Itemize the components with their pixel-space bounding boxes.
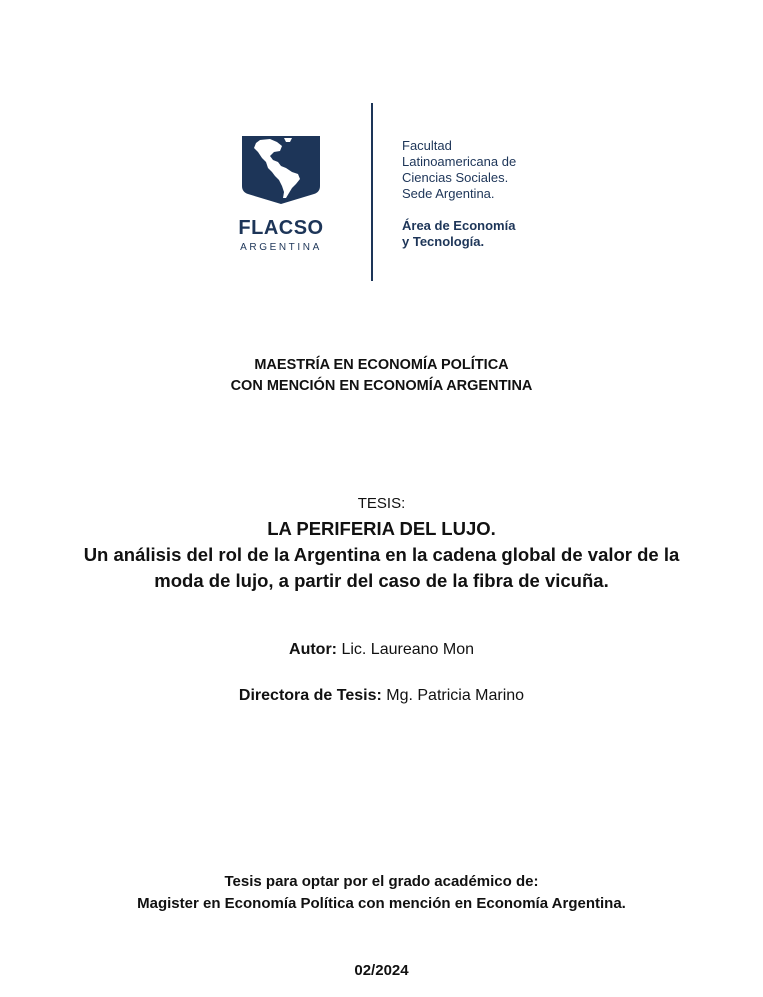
americas-map-shield-icon	[240, 132, 322, 206]
thesis-title-line: moda de lujo, a partir del caso de la fibra de vicuña.	[154, 570, 609, 591]
logo-name: FLACSO	[238, 217, 324, 239]
thesis-title	[0, 516, 763, 594]
area-line: y Tecnología.	[402, 234, 485, 249]
author-name: Lic. Laureano Mon	[341, 641, 474, 658]
flacso-logo	[236, 132, 326, 254]
program-line: CON MENCIÓN EN ECONOMÍA ARGENTINA	[230, 378, 533, 394]
institution-line: Sede Argentina.	[402, 186, 495, 201]
institution-name	[402, 138, 602, 202]
author-label: Autor:	[289, 641, 337, 658]
thesis-title-line: LA PERIFERIA DEL LUJO.	[267, 518, 496, 539]
header-divider	[371, 103, 373, 281]
thesis-title-line: Un análisis del rol de la Argentina en la cadena global de valor de la	[83, 544, 680, 565]
degree-line: Magister en Economía Política con mención en Economía Argentina.	[137, 895, 626, 912]
area-line: Área de Economía	[402, 218, 516, 233]
institution-line: Latinoamericana de	[402, 154, 517, 169]
program-title	[0, 355, 763, 397]
institution-line: Facultad	[402, 138, 452, 153]
thesis-date: 02/2024	[354, 962, 409, 979]
area-name	[402, 218, 602, 250]
logo-country: ARGENTINA	[240, 242, 322, 253]
degree-statement	[0, 871, 763, 915]
institution-line: Ciencias Sociales.	[402, 170, 509, 185]
author-line	[0, 640, 763, 660]
degree-line: Tesis para optar por el grado académico de:	[224, 873, 539, 890]
director-label: Directora de Tesis:	[238, 687, 382, 704]
thesis-label: TESIS:	[357, 495, 406, 512]
director-line	[0, 686, 763, 706]
director-name: Mg. Patricia Marino	[386, 687, 525, 704]
program-line: MAESTRÍA EN ECONOMÍA POLÍTICA	[254, 357, 509, 373]
